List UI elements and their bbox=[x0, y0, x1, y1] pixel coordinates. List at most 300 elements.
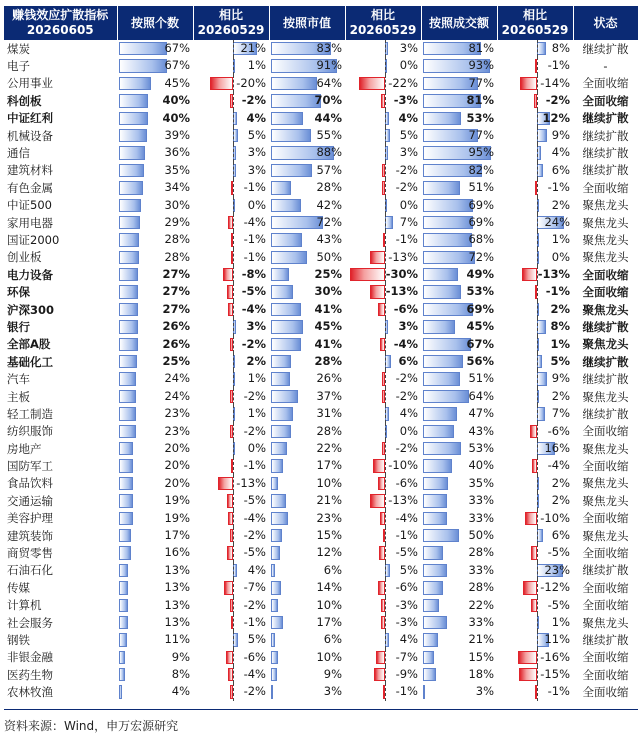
data-bar bbox=[423, 320, 455, 333]
source-note: 资料来源：Wind，申万宏源研究 bbox=[4, 719, 179, 733]
cell-value: 43% bbox=[468, 423, 494, 438]
table-row bbox=[4, 266, 638, 283]
zero-axis bbox=[537, 388, 538, 405]
data-bar bbox=[423, 442, 461, 455]
cell-value: -2% bbox=[545, 93, 570, 108]
row-name: 钢铁 bbox=[7, 632, 30, 647]
row-state: 聚焦龙头 bbox=[582, 198, 629, 213]
zero-axis bbox=[385, 231, 386, 248]
zero-axis bbox=[233, 75, 234, 92]
data-bar bbox=[119, 112, 148, 125]
data-bar bbox=[423, 685, 425, 698]
turnover-cell bbox=[421, 75, 497, 92]
cell-value: -12% bbox=[540, 580, 570, 595]
turnover-change-cell bbox=[497, 544, 573, 561]
cell-value: -6% bbox=[393, 301, 418, 316]
data-bar bbox=[119, 529, 131, 542]
cell-value: 51% bbox=[468, 371, 494, 386]
cell-value: -2% bbox=[243, 423, 266, 438]
zero-axis bbox=[233, 336, 234, 353]
row-name: 食品饮料 bbox=[7, 476, 53, 491]
row-name: 全部A股 bbox=[7, 337, 51, 352]
table-row bbox=[4, 614, 638, 631]
row-name: 非银金融 bbox=[7, 650, 53, 665]
count-cell bbox=[117, 649, 193, 666]
data-bar bbox=[370, 285, 385, 298]
data-bar bbox=[423, 564, 447, 577]
data-bar bbox=[523, 581, 537, 594]
count-cell bbox=[117, 40, 193, 57]
header-indicator: 赚钱效应扩散指标 20260605 bbox=[4, 6, 117, 40]
row-name: 中证红利 bbox=[7, 111, 53, 126]
cell-value: 45% bbox=[466, 319, 494, 334]
zero-axis bbox=[233, 144, 234, 161]
row-state: 继续扩散 bbox=[582, 354, 629, 369]
mcap-cell bbox=[269, 510, 345, 527]
turnover-change-cell bbox=[497, 249, 573, 266]
cell-value: 72% bbox=[468, 249, 494, 264]
cell-value: 35% bbox=[164, 162, 190, 177]
cell-value: 0% bbox=[247, 197, 266, 212]
cell-value: 0% bbox=[399, 423, 418, 438]
mcap-change-cell bbox=[345, 614, 421, 631]
zero-axis bbox=[537, 336, 538, 353]
zero-axis bbox=[385, 492, 386, 509]
mcap-cell bbox=[269, 92, 345, 109]
zero-axis bbox=[385, 370, 386, 387]
zero-axis bbox=[233, 110, 234, 127]
data-bar bbox=[423, 651, 434, 664]
cell-value: 28% bbox=[164, 249, 190, 264]
turnover-cell bbox=[421, 370, 497, 387]
turnover-cell bbox=[421, 631, 497, 648]
cell-value: 26% bbox=[316, 371, 342, 386]
turnover-cell bbox=[421, 197, 497, 214]
diffusion-table bbox=[4, 6, 639, 701]
cell-value: 28% bbox=[468, 545, 494, 560]
cell-value: -5% bbox=[395, 545, 418, 560]
cell-value: 20% bbox=[164, 458, 190, 473]
turnover-change-cell bbox=[497, 423, 573, 440]
cell-value: 30% bbox=[164, 197, 190, 212]
cell-value: -20% bbox=[236, 75, 266, 90]
data-bar bbox=[119, 546, 131, 559]
table-row bbox=[4, 370, 638, 387]
data-bar bbox=[119, 564, 128, 577]
cell-value: -5% bbox=[547, 597, 570, 612]
mcap-change-cell bbox=[345, 197, 421, 214]
mcap-cell bbox=[269, 388, 345, 405]
zero-axis bbox=[233, 614, 234, 631]
count-cell bbox=[117, 301, 193, 318]
row-state: 聚焦龙头 bbox=[582, 528, 629, 543]
turnover-cell bbox=[421, 579, 497, 596]
zero-axis bbox=[537, 457, 538, 474]
cell-value: 23% bbox=[164, 423, 190, 438]
mcap-change-cell bbox=[345, 318, 421, 335]
data-bar bbox=[119, 320, 138, 333]
zero-axis bbox=[385, 197, 386, 214]
cell-value: 5% bbox=[247, 632, 266, 647]
cell-value: 35% bbox=[468, 475, 494, 490]
zero-axis bbox=[537, 597, 538, 614]
mcap-cell bbox=[269, 144, 345, 161]
cell-value: 42% bbox=[316, 197, 342, 212]
mcap-change-cell bbox=[345, 423, 421, 440]
mcap-cell bbox=[269, 370, 345, 387]
turnover-cell bbox=[421, 283, 497, 300]
count-cell bbox=[117, 179, 193, 196]
zero-axis bbox=[385, 649, 386, 666]
turnover-cell bbox=[421, 110, 497, 127]
count-cell bbox=[117, 562, 193, 579]
data-bar bbox=[271, 616, 283, 629]
turnover-cell bbox=[421, 266, 497, 283]
row-name: 石油石化 bbox=[7, 563, 53, 578]
mcap-change-cell bbox=[345, 457, 421, 474]
count-cell bbox=[117, 597, 193, 614]
data-bar bbox=[119, 651, 125, 664]
zero-axis bbox=[233, 301, 234, 318]
zero-axis bbox=[537, 440, 538, 457]
row-state: 聚焦龙头 bbox=[582, 441, 629, 456]
cell-value: 10% bbox=[316, 597, 342, 612]
cell-value: -8% bbox=[241, 267, 266, 282]
header-turnover: 按照成交额 bbox=[421, 6, 497, 40]
row-name: 中证500 bbox=[7, 198, 52, 213]
cell-value: 1% bbox=[550, 336, 570, 351]
data-bar bbox=[271, 164, 312, 177]
cell-value: -6% bbox=[395, 580, 418, 595]
data-bar bbox=[271, 390, 298, 403]
mcap-change-cell bbox=[345, 562, 421, 579]
cell-value: 0% bbox=[551, 249, 570, 264]
zero-axis bbox=[233, 631, 234, 648]
row-name: 计算机 bbox=[7, 598, 42, 613]
zero-axis bbox=[537, 370, 538, 387]
row-name: 国防军工 bbox=[7, 459, 53, 474]
mcap-change-cell bbox=[345, 144, 421, 161]
turnover-change-cell bbox=[497, 562, 573, 579]
row-name: 商贸零售 bbox=[7, 546, 53, 561]
zero-axis bbox=[537, 666, 538, 683]
turnover-cell bbox=[421, 683, 497, 700]
cell-value: 5% bbox=[399, 562, 418, 577]
cell-value: -15% bbox=[540, 667, 570, 682]
mcap-cell bbox=[269, 544, 345, 561]
zero-axis bbox=[385, 75, 386, 92]
cell-value: -13% bbox=[537, 267, 570, 282]
cell-value: 1% bbox=[247, 58, 266, 73]
data-bar bbox=[537, 529, 544, 542]
cell-value: 50% bbox=[316, 249, 342, 264]
turnover-cell bbox=[421, 231, 497, 248]
data-bar bbox=[119, 668, 125, 681]
mcap-cell bbox=[269, 597, 345, 614]
cell-value: -1% bbox=[395, 527, 418, 542]
cell-value: 2% bbox=[551, 197, 570, 212]
turnover-change-cell bbox=[497, 162, 573, 179]
cell-value: 22% bbox=[316, 440, 342, 455]
count-change-cell bbox=[193, 649, 269, 666]
turnover-change-cell bbox=[497, 318, 573, 335]
row-state: 全面收缩 bbox=[582, 580, 629, 595]
count-change-cell bbox=[193, 283, 269, 300]
cell-value: 8% bbox=[550, 319, 570, 334]
turnover-change-cell bbox=[497, 179, 573, 196]
row-name: 汽车 bbox=[7, 372, 30, 387]
cell-value: 20% bbox=[164, 475, 190, 490]
cell-value: 13% bbox=[164, 580, 190, 595]
data-bar bbox=[423, 390, 469, 403]
cell-value: 41% bbox=[314, 301, 342, 316]
turnover-cell bbox=[421, 475, 497, 492]
count-cell bbox=[117, 318, 193, 335]
cell-value: 3% bbox=[323, 684, 342, 699]
turnover-cell bbox=[421, 405, 497, 422]
zero-axis bbox=[537, 579, 538, 596]
zero-axis bbox=[537, 127, 538, 144]
table-row bbox=[4, 57, 638, 74]
zero-axis bbox=[233, 649, 234, 666]
cell-value: 28% bbox=[164, 232, 190, 247]
count-cell bbox=[117, 231, 193, 248]
zero-axis bbox=[385, 597, 386, 614]
data-bar bbox=[271, 268, 289, 281]
turnover-change-cell bbox=[497, 57, 573, 74]
row-name: 创业板 bbox=[7, 250, 42, 265]
cell-value: 67% bbox=[164, 58, 190, 73]
data-bar bbox=[119, 442, 133, 455]
turnover-change-cell bbox=[497, 405, 573, 422]
turnover-change-cell bbox=[497, 197, 573, 214]
data-bar bbox=[522, 268, 537, 281]
turnover-cell bbox=[421, 544, 497, 561]
zero-axis bbox=[233, 388, 234, 405]
count-change-cell bbox=[193, 405, 269, 422]
table-row bbox=[4, 440, 638, 457]
zero-axis bbox=[233, 510, 234, 527]
table-row bbox=[4, 318, 638, 335]
data-bar bbox=[423, 112, 461, 125]
turnover-change-cell bbox=[497, 231, 573, 248]
count-change-cell bbox=[193, 301, 269, 318]
data-bar bbox=[423, 581, 443, 594]
cell-value: -1% bbox=[395, 232, 418, 247]
cell-value: 26% bbox=[162, 319, 190, 334]
turnover-change-cell bbox=[497, 631, 573, 648]
cell-value: -5% bbox=[241, 284, 266, 299]
mcap-cell bbox=[269, 579, 345, 596]
zero-axis bbox=[537, 649, 538, 666]
cell-value: 4% bbox=[398, 110, 418, 125]
count-change-cell bbox=[193, 197, 269, 214]
data-bar bbox=[119, 616, 128, 629]
cell-value: 4% bbox=[246, 110, 266, 125]
data-bar bbox=[423, 251, 475, 264]
cell-value: 69% bbox=[466, 301, 494, 316]
cell-value: 33% bbox=[468, 562, 494, 577]
data-bar bbox=[423, 599, 439, 612]
count-cell bbox=[117, 249, 193, 266]
row-state: 继续扩散 bbox=[582, 319, 629, 334]
count-cell bbox=[117, 666, 193, 683]
cell-value: -5% bbox=[243, 493, 266, 508]
cell-value: 20% bbox=[164, 440, 190, 455]
data-bar bbox=[271, 494, 286, 507]
zero-axis bbox=[385, 562, 386, 579]
data-bar bbox=[423, 181, 460, 194]
cell-value: 49% bbox=[466, 267, 494, 282]
cell-value: 83% bbox=[316, 41, 342, 55]
mcap-change-cell bbox=[345, 353, 421, 370]
count-cell bbox=[117, 683, 193, 700]
cell-value: 27% bbox=[162, 301, 190, 316]
count-cell bbox=[117, 214, 193, 231]
turnover-cell bbox=[421, 353, 497, 370]
cell-value: 28% bbox=[468, 580, 494, 595]
row-state: 聚焦龙头 bbox=[582, 493, 629, 508]
mcap-change-cell bbox=[345, 57, 421, 74]
row-state: 聚焦龙头 bbox=[582, 337, 629, 352]
mcap-change-cell bbox=[345, 283, 421, 300]
turnover-change-cell bbox=[497, 92, 573, 109]
data-bar bbox=[423, 233, 472, 246]
mcap-cell bbox=[269, 440, 345, 457]
cell-value: 26% bbox=[162, 336, 190, 351]
mcap-change-cell bbox=[345, 214, 421, 231]
row-name: 房地产 bbox=[7, 441, 42, 456]
zero-axis bbox=[233, 266, 234, 283]
data-bar bbox=[119, 303, 138, 316]
cell-value: 19% bbox=[164, 510, 190, 525]
turnover-cell bbox=[421, 492, 497, 509]
data-bar bbox=[119, 338, 138, 351]
zero-axis bbox=[385, 544, 386, 561]
turnover-cell bbox=[421, 510, 497, 527]
data-bar bbox=[271, 651, 278, 664]
zero-axis bbox=[233, 666, 234, 683]
cell-value: 0% bbox=[247, 440, 266, 455]
header-row bbox=[4, 6, 638, 40]
data-bar bbox=[537, 129, 547, 142]
row-state: 继续扩散 bbox=[582, 128, 629, 143]
turnover-cell bbox=[421, 423, 497, 440]
count-change-cell bbox=[193, 457, 269, 474]
cell-value: 12% bbox=[316, 545, 342, 560]
cell-value: 69% bbox=[468, 197, 494, 212]
turnover-change-cell bbox=[497, 214, 573, 231]
data-bar bbox=[226, 651, 233, 664]
zero-axis bbox=[537, 510, 538, 527]
cell-value: 3% bbox=[246, 319, 266, 334]
zero-axis bbox=[537, 614, 538, 631]
data-bar bbox=[423, 459, 452, 472]
turnover-change-cell bbox=[497, 144, 573, 161]
data-bar bbox=[378, 477, 385, 490]
data-bar bbox=[423, 425, 454, 438]
mcap-cell bbox=[269, 231, 345, 248]
data-bar bbox=[530, 425, 537, 438]
zero-axis bbox=[233, 527, 234, 544]
zero-axis bbox=[233, 318, 234, 335]
cell-value: -1% bbox=[243, 232, 266, 247]
data-bar bbox=[271, 407, 293, 420]
cell-value: 36% bbox=[164, 145, 190, 160]
data-bar bbox=[224, 581, 232, 594]
table-row bbox=[4, 144, 638, 161]
zero-axis bbox=[385, 214, 386, 231]
data-bar bbox=[520, 77, 536, 90]
zero-axis bbox=[385, 579, 386, 596]
mcap-cell bbox=[269, 475, 345, 492]
mcap-change-cell bbox=[345, 649, 421, 666]
data-bar bbox=[271, 338, 301, 351]
data-bar bbox=[423, 303, 473, 316]
zero-axis bbox=[537, 162, 538, 179]
cell-value: -10% bbox=[540, 510, 570, 525]
row-state: 全面收缩 bbox=[582, 76, 629, 91]
row-state: 全面收缩 bbox=[582, 546, 629, 561]
mcap-cell bbox=[269, 423, 345, 440]
table-row bbox=[4, 75, 638, 92]
data-bar bbox=[423, 216, 473, 229]
mcap-cell bbox=[269, 301, 345, 318]
table-row bbox=[4, 179, 638, 196]
cell-value: -3% bbox=[395, 614, 418, 629]
turnover-change-cell bbox=[497, 370, 573, 387]
turnover-cell bbox=[421, 249, 497, 266]
cell-value: -2% bbox=[395, 371, 418, 386]
cell-value: 9% bbox=[551, 371, 570, 386]
table-row bbox=[4, 597, 638, 614]
mcap-change-cell bbox=[345, 75, 421, 92]
turnover-cell bbox=[421, 162, 497, 179]
zero-axis bbox=[537, 57, 538, 74]
row-state: 继续扩散 bbox=[582, 41, 629, 56]
zero-axis bbox=[233, 405, 234, 422]
cell-value: 22% bbox=[468, 597, 494, 612]
data-bar bbox=[119, 599, 128, 612]
mcap-change-cell bbox=[345, 475, 421, 492]
mcap-cell bbox=[269, 197, 345, 214]
turnover-change-cell bbox=[497, 75, 573, 92]
table-row bbox=[4, 283, 638, 300]
data-bar bbox=[537, 407, 545, 420]
cell-value: 95% bbox=[468, 145, 494, 160]
count-change-cell bbox=[193, 162, 269, 179]
row-name: 美容护理 bbox=[7, 511, 53, 526]
cell-value: 40% bbox=[468, 458, 494, 473]
cell-value: 33% bbox=[468, 493, 494, 508]
data-bar bbox=[271, 564, 275, 577]
data-bar bbox=[423, 477, 448, 490]
table-body bbox=[4, 40, 638, 701]
zero-axis bbox=[385, 336, 386, 353]
cell-value: 9% bbox=[323, 667, 342, 682]
zero-axis bbox=[385, 40, 386, 57]
mcap-change-cell bbox=[345, 231, 421, 248]
data-bar bbox=[119, 59, 167, 72]
cell-value: -1% bbox=[243, 458, 266, 473]
row-name: 国证2000 bbox=[7, 232, 60, 247]
row-state: 继续扩散 bbox=[582, 406, 629, 421]
mcap-cell bbox=[269, 631, 345, 648]
cell-value: 64% bbox=[468, 388, 494, 403]
row-name: 通信 bbox=[7, 146, 30, 161]
cell-value: -3% bbox=[395, 597, 418, 612]
zero-axis bbox=[385, 301, 386, 318]
